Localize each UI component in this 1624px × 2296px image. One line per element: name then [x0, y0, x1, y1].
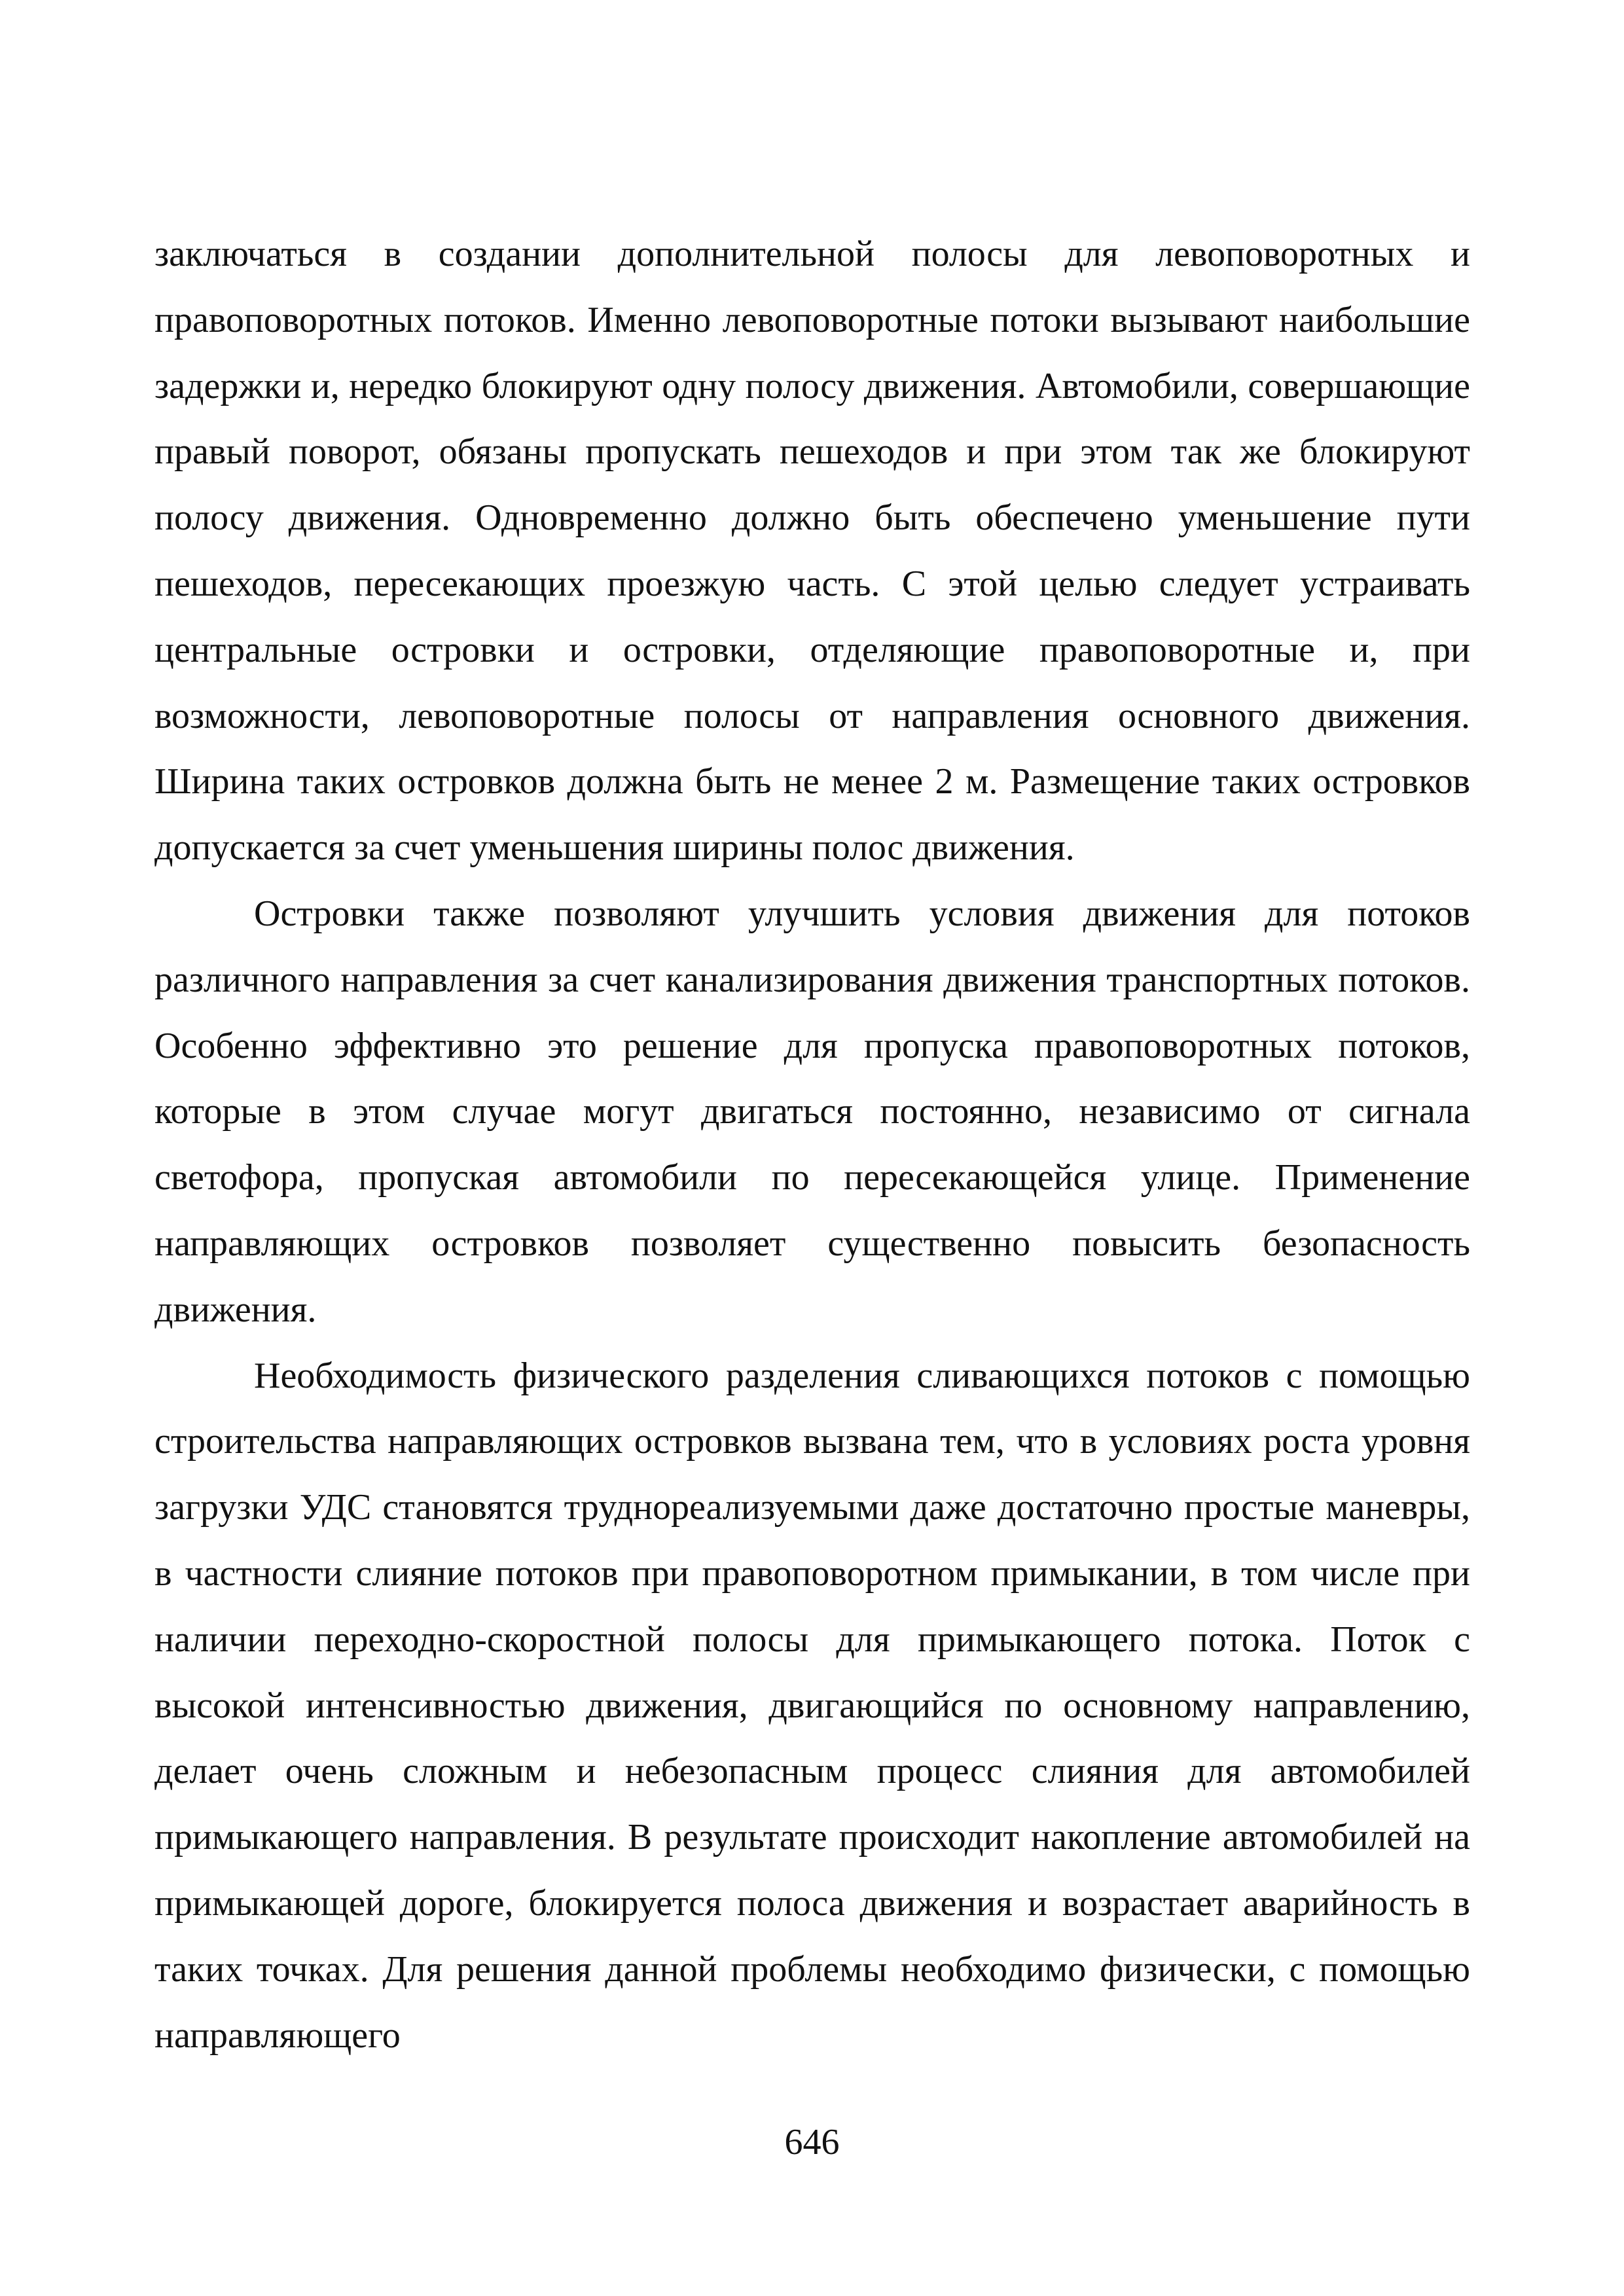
page-number: 646 — [784, 2122, 840, 2162]
paragraph-merging-flows: Необходимость физического разделения сливающихся потоков с помощью строительства направляющих островков вызвана тем, что в условиях роста уровня загрузки УДС становятся труднореализуемыми даже достаточно простые маневры, в частности слияние потоков при правоповоротном примыкании, в том числе при наличии переходно-скоростной полосы для примыкающего потока. Поток с высокой интенсивностью движения, двигающийся по основному направлению, делает очень сложным и небезопасным процесс слияния для автомобилей примыкающего направления. В результате происходит накопление автомобилей на примыкающей дороге, блокируется полоса движения и возрастает аварийность в таких точках. Для решения данной проблемы необходимо физически, с помощью направляющего — [154, 1355, 1470, 2056]
page-body-text — [154, 221, 1470, 2068]
paragraph-continuation: заключаться в создании дополнительной полосы для левоповоротных и правоповоротных потоков. Именно левоповоротные потоки вызывают наибольшие задержки и, нередко блокируют одну полосу движения. Автомобили, совершающие правый поворот, обязаны пропускать пешеходов и при этом так же блокируют полосу движения. Одновременно должно быть обеспечено уменьшение пути пешеходов, пересекающих проезжую часть. С этой целью следует устраивать центральные островки и островки, отделяющие правоповоротные и, при возможности, левоповоротные полосы от направления основного движения. Ширина таких островков должна быть не менее 2 м. Размещение таких островков допускается за счет уменьшения ширины полос движения. — [154, 234, 1470, 869]
paragraph-islands: Островки также позволяют улучшить условия движения для потоков различного направления за счет канализирования движения транспортных потоков. Особенно эффективно это решение для пропуска правоповоротных потоков, которые в этом случае могут двигаться постоянно, независимо от сигнала светофора, пропуская автомобили по пересекающейся улице. Применение направляющих островков позволяет существенно повысить безопасность движения. — [154, 893, 1470, 1330]
